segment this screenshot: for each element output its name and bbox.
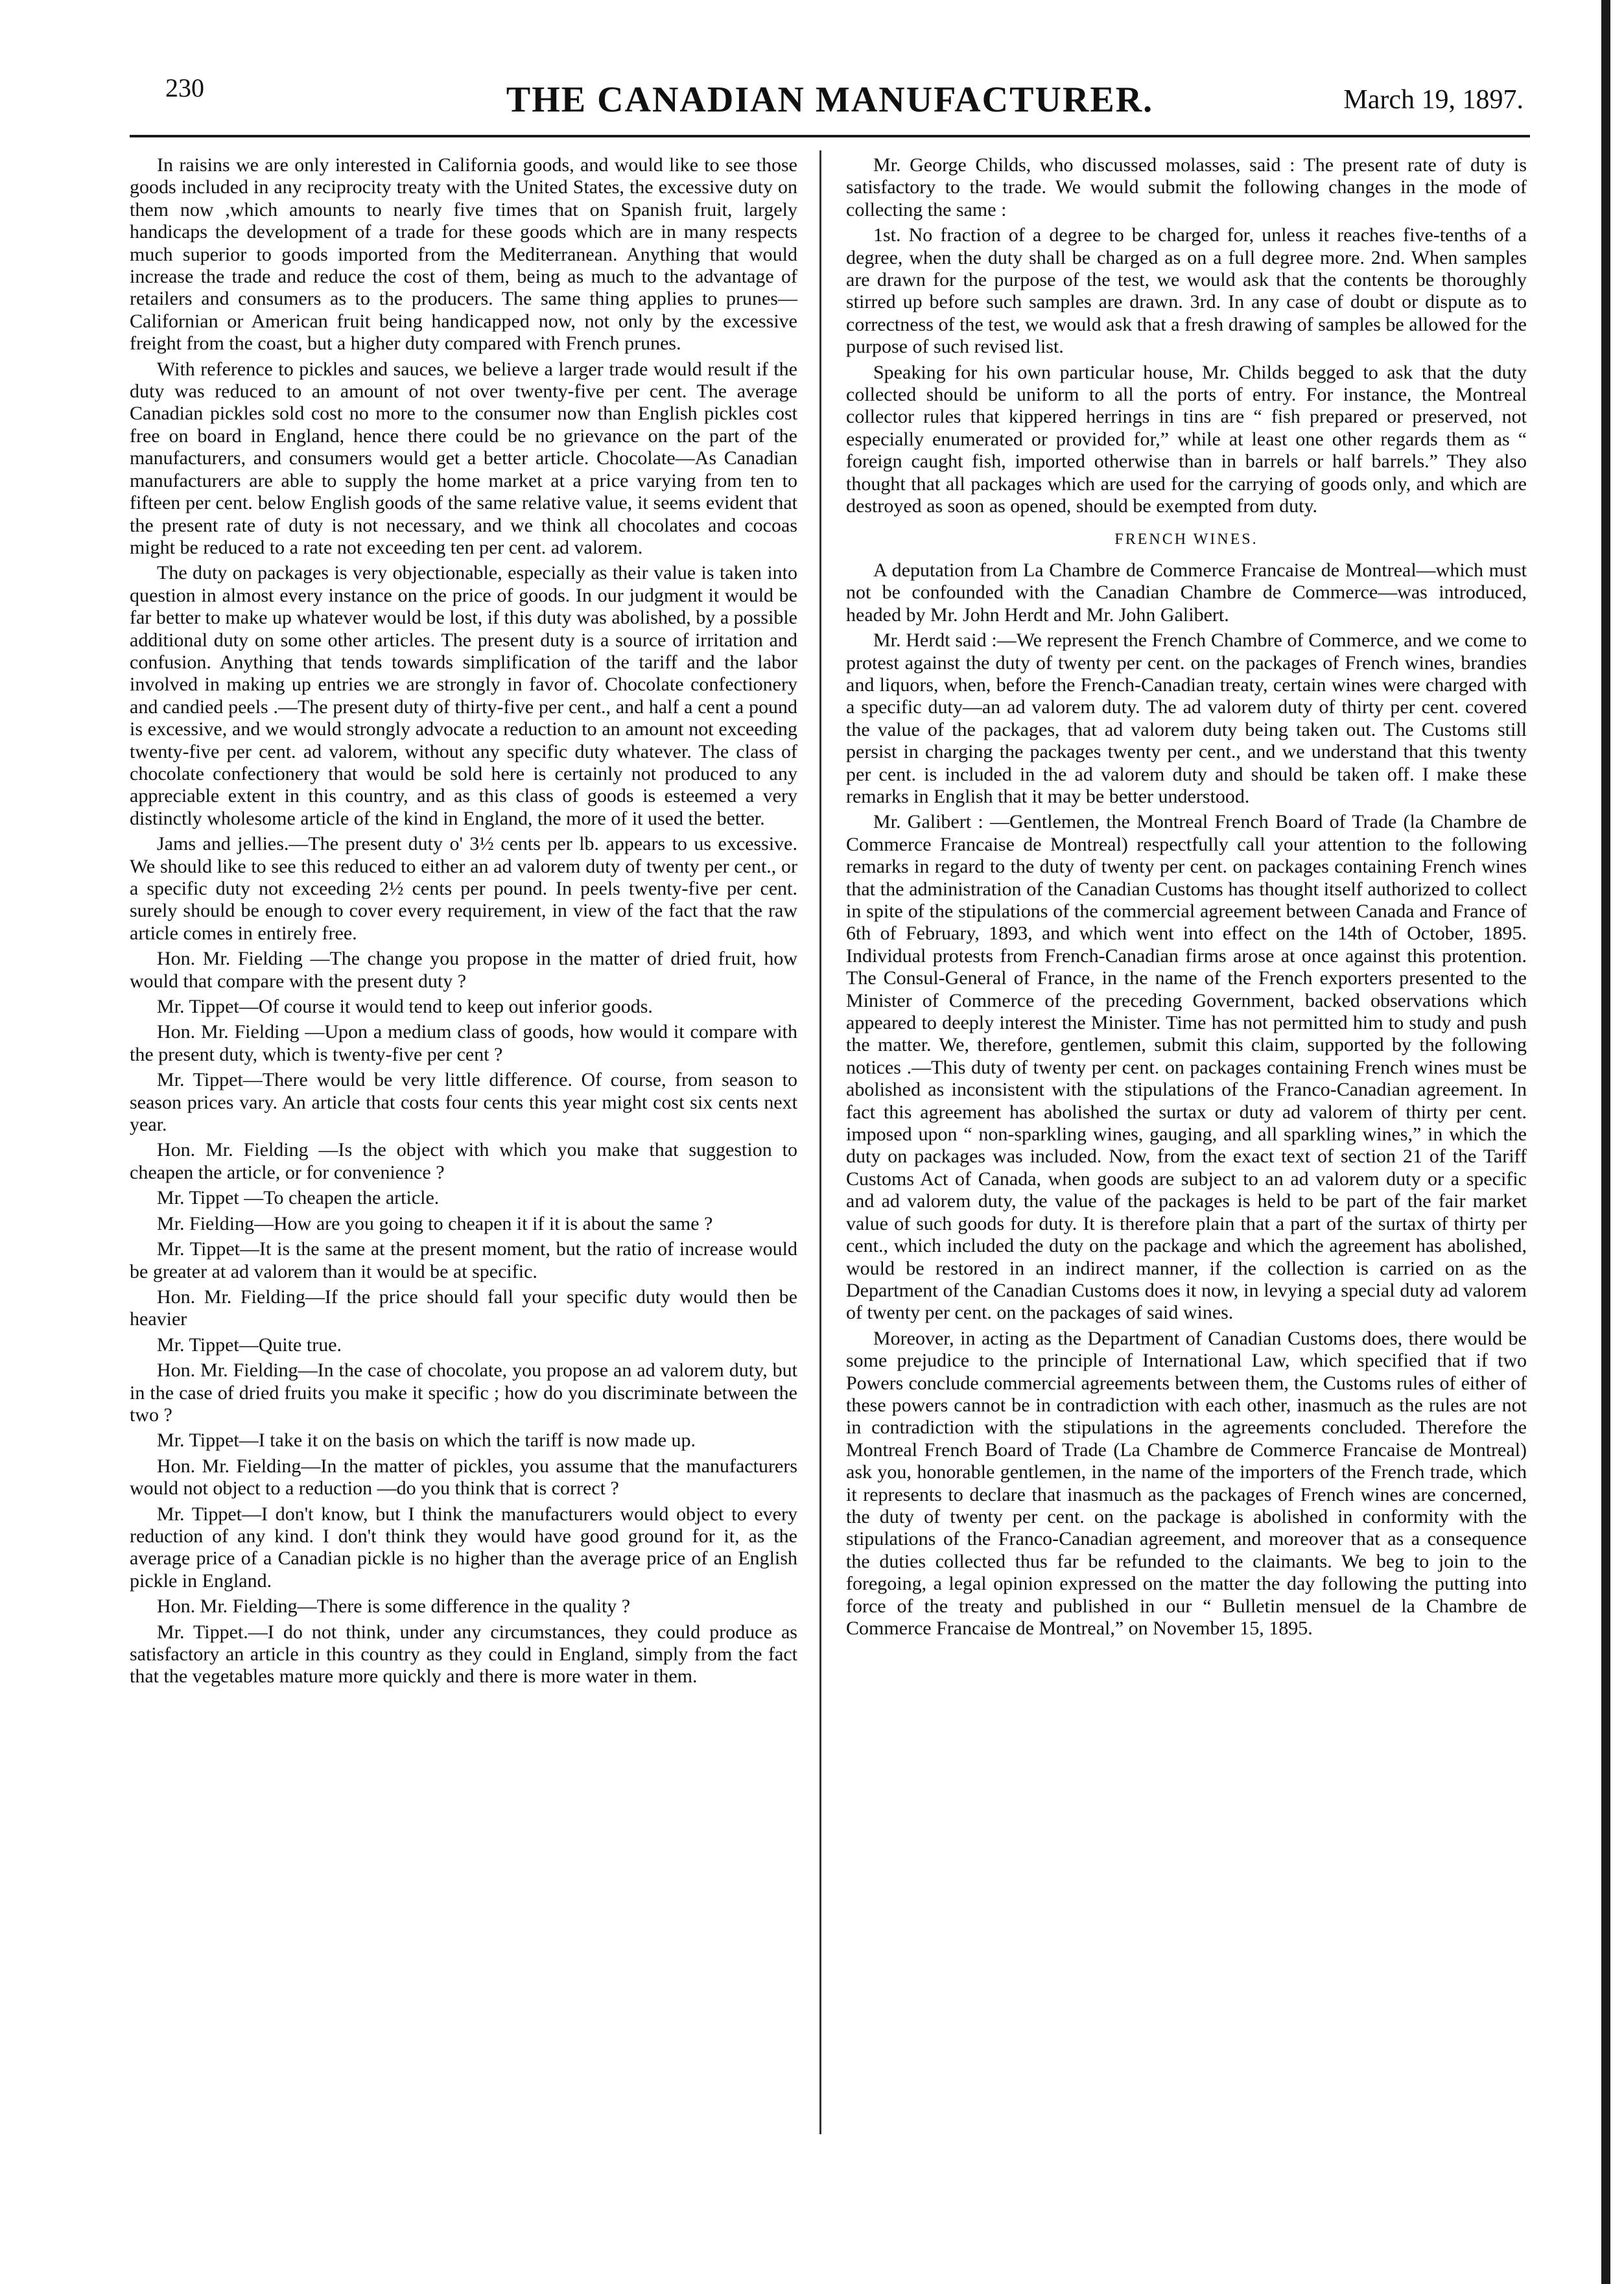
article-paragraph: Speaking for his own particular house, Mr. Childs begged to ask that the duty collected should be uniform to all the ports of entry. For instance, the Montreal collector rules that kippered herrings in tins are “ fish prepared or preserved, not especially enumerated or provided for,” while at least one other regards them as “ foreign caught fish, imported otherwise than in barrels or half barrels.” They also thought that all packages which are used for the carrying of goods only, and which are destroyed as soon as opened, should be exempted from duty.: [846, 361, 1527, 517]
article-paragraph: With reference to pickles and sauces, we believe a larger trade would result if the duty was reduced to an amount of not over twenty-five per cent. The average Canadian pickles sold cost no more to the consumer now than English pickles cost free on board in England, hence there could be no grievance on the part of the manufacturers, and consumers would get a better article. Chocolate—As Canadian manufacturers are able to supply the home market at a price varying from ten to fifteen per cent. below English goods of the same relative value, it seems evident that the present rate of duty is not necessary, and we think all chocolates and cocoas might be reduced to a rate not exceeding ten per cent. ad valorem.: [130, 358, 797, 558]
article-paragraph: Mr. Tippet—Quite true.: [157, 1334, 342, 1356]
article-paragraph: Hon. Mr. Fielding —Upon a medium class of goods, how would it compare with the present duty, which is twenty-five per cent ?: [130, 1021, 797, 1065]
article-paragraph: Mr. Tippet—It is the same at the present moment, but the ratio of increase would be greater at ad valorem than it would be at specific.: [130, 1238, 797, 1282]
masthead-title: THE CANADIAN MANUFACTURER.: [506, 80, 1154, 120]
page-number: 230: [165, 73, 204, 102]
article-paragraph: Mr. Herdt said :—We represent the French Chambre of Commerce, and we come to protest against the duty of twenty per cent. on the packages of French wines, brandies and liquors, when, before the French-Canadian treaty, certain wines were charged with a specific duty—an ad valorem duty. The ad valorem duty of thirty per cent. covered the value of the packages, that ad valorem duty being taken out. The Customs still persist in charging the packages twenty per cent., and we understand that this twenty per cent. is included in the ad valorem duty and should be taken off. I make these remarks in English that it may be better understood.: [846, 630, 1527, 807]
article-paragraph: Mr. Fielding—How are you going to cheapen it if it is about the same ?: [157, 1212, 713, 1234]
article-paragraph: In raisins we are only interested in California goods, and would like to see those goods included in any reciprocity treaty with the United States, the excessive duty on them now ,which amounts to nearly five times that on Spanish fruit, largely handicaps the development of a trade for these goods which are in many respects much superior to goods imported from the Mediterranean. Anything that would increase the trade and reduce the cost of them, being as much to the advantage of retailers and consumers as to the producers. The same thing applies to prunes—Californian or American fruit being handicapped now, not only by the excessive freight from the coast, but a higher duty compared with French prunes.: [130, 154, 797, 355]
article-paragraph: Hon. Mr. Fielding—If the price should fall your specific duty would then be heavier: [130, 1286, 797, 1330]
article-paragraph: Mr. Tippet.—I do not think, under any circumstances, they could produce as satisfactory an article in this country as they could in England, simply from the fact that the vegetables mature more quickly and there is more water in them.: [130, 1621, 797, 1688]
article-paragraph: Hon. Mr. Fielding —Is the object with which you make that suggestion to cheapen the article, or for convenience ?: [130, 1139, 797, 1183]
article-paragraph: Mr. Galibert : —Gentlemen, the Montreal French Board of Trade (la Chambre de Commerce Francaise de Montreal) respectfully call your attention to the following remarks in regard to the duty of twenty per cent. on packages containing French wines that the administration of the Canadian Customs has thought itself authorized to collect in spite of the stipulations of the commercial agreement between Canada and France of 6th of February, 1893, and which went into effect on the 14th of October, 1895. Individual protests from French-Canadian firms arose at once against this protention. The Consul-General of France, in the name of the French exporters presented to the Minister of Commerce of the preceding Government, backed observations which appeared to deeply interest the Minister. Time has not permitted him to study and push the matter. We, therefore, gentlemen, submit this claim, supported by the following notices .—This duty of twenty per cent. on packages containing French wines must be abolished as inconsistent with the stipulations of the Franco-Canadian agreement. In fact this agreement has abolished the surtax or duty ad valorem of thirty per cent. imposed upon “ non-sparkling wines, gauging, and all sparkling wines,” in which the duty on packages was included. Now, from the exact text of section 21 of the Tariff Customs Act of Canada, when goods are subject to an ad valorem duty or a specific and ad valorem duty, the value of the packages is held to be part of the fair market value of such goods for duty. It is therefore plain that a part of the surtax of thirty per cent., which included the duty on the package and which the agreement has abolished, would be restored in an indirect manner, if the collection is carried on as the Department of the Canadian Customs does it now, in levying a special duty ad valorem of twenty per cent. on the packages of said wines.: [846, 811, 1527, 1324]
article-paragraph: Mr. Tippet—I take it on the basis on which the tariff is now made up.: [157, 1430, 696, 1452]
scan-edge: [1601, 0, 1610, 2284]
article-paragraph: Mr. George Childs, who discussed molasses, said : The present rate of duty is satisfactory to the trade. We would submit the following changes in the mode of collecting the same :: [846, 154, 1527, 220]
article-paragraph: Jams and jellies.—The present duty o' 3½ cents per lb. appears to us excessive. We should like to see this reduced to either an ad valorem duty of twenty per cent., or a specific duty not exceeding 2½ cents per pound. In peels twenty-five per cent. surely should be enough to cover every requirement, in view of the fact that the raw article comes in entirely free.: [130, 833, 797, 944]
right-column: [846, 154, 1527, 1643]
article-paragraph: Hon. Mr. Fielding—There is some difference in the quality ?: [157, 1595, 631, 1618]
article-paragraph: Hon. Mr. Fielding —The change you propose in the matter of dried fruit, how would that compare with the present duty ?: [130, 948, 797, 992]
article-paragraph: Mr. Tippet—There would be very little difference. Of course, from season to season prices vary. An article that costs four cents this year might cost six cents next year.: [130, 1069, 797, 1136]
article-paragraph: A deputation from La Chambre de Commerce Francaise de Montreal—which must not be confounded with the Canadian Chambre de Commerce—was introduced, headed by Mr. John Herdt and Mr. John Galibert.: [846, 559, 1527, 626]
header-rule: [130, 135, 1530, 137]
article-paragraph: Hon. Mr. Fielding—In the matter of pickles, you assume that the manufacturers would not object to a reduction —do you think that is correct ?: [130, 1455, 797, 1500]
article-paragraph: Mr. Tippet—Of course it would tend to keep out inferior goods.: [157, 996, 653, 1018]
section-heading: FRENCH WINES.: [1114, 530, 1258, 548]
page-header: [130, 73, 1530, 137]
left-column: [130, 154, 797, 1691]
issue-date: March 19, 1897.: [1343, 85, 1524, 115]
article-paragraph: 1st. No fraction of a degree to be charged for, unless it reaches five-tenths of a degree, when the duty shall be charged as on a full degree more. 2nd. When samples are drawn for the purpose of the test, we would ask that the contents be thoroughly stirred up before such samples are drawn. 3rd. In any case of doubt or dispute as to correctness of the test, we would ask that a fresh drawing of samples be allowed for the purpose of such revised list.: [846, 224, 1527, 358]
article-paragraph: Mr. Tippet—I don't know, but I think the manufacturers would object to every reduction of any kind. I don't think they would have good ground for it, as the average price of a Canadian pickle is no higher than the average price of an English pickle in England.: [130, 1503, 797, 1592]
article-paragraph: Mr. Tippet —To cheapen the article.: [157, 1187, 440, 1209]
article-paragraph: The duty on packages is very objectionable, especially as their value is taken into question in almost every instance on the price of goods. In our judgment it would be far better to make up whatever would be lost, if this duty was abolished, by a possible additional duty on some other articles. The present duty is a source of irritation and confusion. Anything that tends towards simplification of the tariff and the labor involved in making up entries we are strongly in favor of. Chocolate confectionery and candied peels .—The present duty of thirty-five per cent., and half a cent a pound is excessive, and we would strongly advocate a reduction to an amount not exceeding twenty-five per cent. ad valorem, without any specific duty whatever. The class of chocolate confectionery that would be sold here is certainly not produced to any appreciable extent in this country, and as this class of goods is esteemed a very distinctly wholesome article of the kind in England, the more of it used the better.: [130, 562, 797, 829]
article-paragraph: Moreover, in acting as the Department of Canadian Customs does, there would be some prejudice to the principle of International Law, which specified that if two Powers conclude commercial agreements between them, the Customs rules of either of these powers cannot be in contradiction with each other, inasmuch as the rules are not in contradiction with the stipulations in the agreements concluded. Therefore the Montreal French Board of Trade (La Chambre de Commerce Francaise de Montreal) ask you, honorable gentlemen, in the name of the importers of the French trade, which it represents to declare that inasmuch as the packages of French wines are concerned, the duty of twenty per cent. on the package is abolished in conformity with the stipulations of the Franco-Canadian agreement, and moreover that as a consequence the duties collected thus far be refunded to the claimants. We beg to join to the foregoing, a legal opinion expressed on the matter the day following the putting into force of the treaty and published in our “ Bulletin mensuel de la Chambre de Commerce Francaise de Montreal,” on November 15, 1895.: [846, 1327, 1527, 1639]
article-paragraph: Hon. Mr. Fielding—In the case of chocolate, you propose an ad valorem duty, but in the case of dried fruits you make it specific ; how do you discriminate between the two ?: [130, 1360, 797, 1426]
column-divider: [819, 150, 821, 2134]
